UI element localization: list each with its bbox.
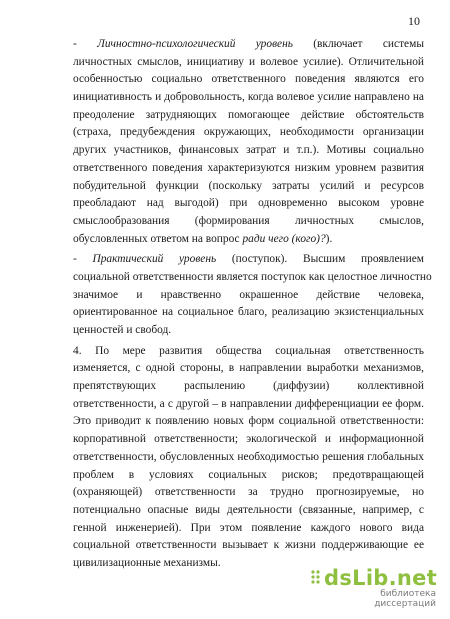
text-run: препятствующих распылению (диффузии) коллективной bbox=[73, 380, 424, 393]
text-run: смыслообразования (формирования личностных смыслов, bbox=[73, 214, 424, 227]
text-run: социальной ответственности вызывает к жизни поддерживающие ее bbox=[73, 539, 424, 552]
text-line bbox=[73, 36, 424, 54]
text-line bbox=[73, 160, 424, 178]
text-line bbox=[73, 304, 424, 322]
text-line bbox=[73, 467, 424, 485]
text-line bbox=[73, 178, 424, 196]
text-line bbox=[73, 537, 424, 555]
text-line bbox=[73, 520, 424, 538]
text-line bbox=[73, 195, 424, 213]
text-line bbox=[73, 89, 424, 107]
text-line bbox=[73, 343, 424, 361]
text-run: ответственного поведения характеризуются низким уровнем развития bbox=[73, 161, 424, 174]
text-line bbox=[73, 71, 424, 89]
text-run: особенностью социально ответственного поведения являются его bbox=[73, 73, 424, 86]
text-line bbox=[73, 54, 424, 72]
text-line bbox=[73, 484, 424, 502]
text-run: инициативность и добровольность, когда волевое усилие направлено на bbox=[73, 91, 424, 104]
text-run: генной инженерией). При этом появление каждого нового вида bbox=[73, 521, 424, 534]
watermark-subtitle: библиотека диссертаций bbox=[374, 589, 436, 609]
text-run: преобладают над выгодой) при одновременно высоком уровне bbox=[73, 197, 424, 210]
text-run: изменяется, с одной стороны, в направлении выработки механизмов, bbox=[73, 362, 424, 375]
watermark bbox=[324, 566, 436, 609]
text-run: потенциально опасные виды деятельности (связанные, например, с bbox=[73, 503, 424, 516]
text-run: ). bbox=[325, 232, 333, 245]
dots-icon bbox=[310, 568, 322, 586]
text-run: преодоление затрудняющих помогающее действие обстоятельств bbox=[73, 108, 424, 121]
text-run: - bbox=[73, 38, 98, 50]
text-line bbox=[73, 360, 424, 378]
watermark-logo-text: dsLib.net bbox=[324, 566, 438, 590]
text-run: обусловленных ответом на вопрос bbox=[73, 232, 243, 245]
text-run: ценностей и свобод. bbox=[73, 324, 172, 336]
text-run: значимое и нравственно окрашенное действие человека, bbox=[73, 288, 424, 301]
text-line bbox=[73, 502, 424, 520]
text-run: побудительной функции (поскольку затраты усилий и ресурсов bbox=[73, 179, 424, 192]
text-run: (страха, предубеждения окружающих, необходимости организации bbox=[73, 126, 424, 139]
text-line bbox=[73, 231, 424, 249]
text-line bbox=[73, 107, 424, 125]
text-line bbox=[73, 251, 424, 269]
text-line bbox=[73, 142, 424, 160]
page-number: 10 bbox=[408, 14, 420, 28]
text-line bbox=[73, 449, 424, 467]
text-line bbox=[73, 396, 424, 414]
text-run: проблем в условиях социальных рисков; предотвращающей bbox=[73, 468, 424, 481]
text-run: 4. По мере развития общества социальная ответственность bbox=[73, 344, 424, 357]
text-run: (поступок). Высшим проявлением bbox=[216, 253, 424, 266]
italic-text: Практический уровень bbox=[92, 253, 217, 266]
text-run: личностных смыслов, инициативу и волевое усилие). Отличительной bbox=[73, 55, 424, 68]
text-line bbox=[73, 322, 424, 340]
text-run: Это приводит к появлению новых форм социальной ответственности: bbox=[73, 415, 424, 428]
text-run: (охраняющей) ответственности за трудно прогнозируемые, но bbox=[73, 486, 424, 499]
text-run: - bbox=[73, 253, 93, 266]
italic-text: Личностно-психологический уровень bbox=[97, 38, 293, 50]
text-line bbox=[73, 378, 424, 396]
text-run: ответственности, обусловленных необходимостью решения глобальных bbox=[73, 450, 424, 463]
text-run: ориентированное на социальное благо, реализацию экзистенциальных bbox=[73, 306, 424, 319]
text-line bbox=[73, 269, 432, 287]
italic-text: ради чего (кого)? bbox=[242, 232, 326, 245]
text-run: цивилизационные механизмы. bbox=[73, 556, 221, 569]
text-line bbox=[73, 413, 424, 431]
text-line bbox=[73, 213, 424, 231]
body-text bbox=[73, 36, 432, 573]
text-line bbox=[73, 431, 424, 449]
text-run: ответственности, а с другой – в направлении дифференциации ее форм. bbox=[73, 397, 424, 410]
text-run: социальной ответственности является поступок как целостное личностно bbox=[73, 270, 432, 283]
text-line bbox=[73, 124, 424, 142]
text-line bbox=[73, 287, 424, 305]
text-run: (включает системы bbox=[292, 38, 424, 50]
text-run: корпоративной ответственности; экологической и информационной bbox=[73, 433, 424, 446]
text-run: других участников, финансовых затрат и т.п.). Мотивы социально bbox=[73, 144, 424, 157]
watermark-logo bbox=[324, 566, 437, 590]
